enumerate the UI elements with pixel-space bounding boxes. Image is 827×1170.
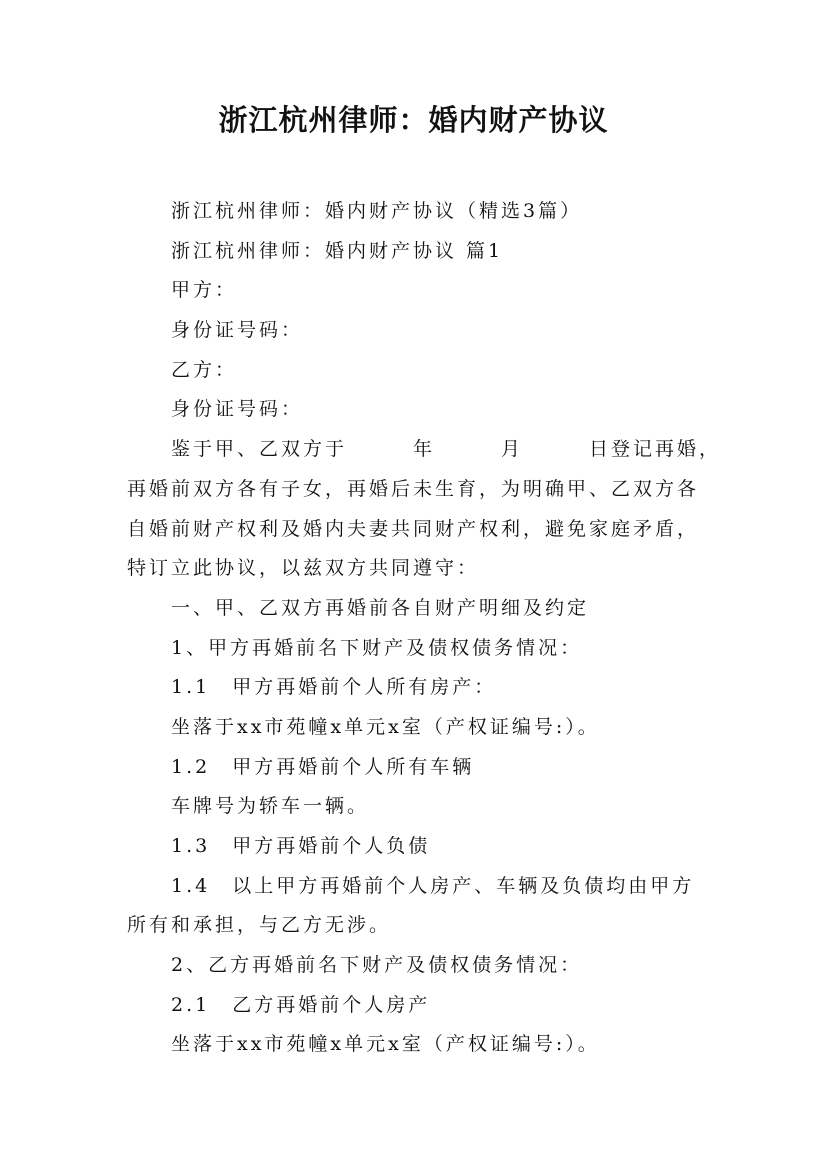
paragraph-line: 1.2 甲方再婚前个人所有车辆 <box>171 755 475 778</box>
paragraph-line: 2.1 乙方再婚前个人房产 <box>171 993 431 1016</box>
paragraph-line: 特订立此协议，以兹双方共同遵守： <box>127 557 480 580</box>
paragraph-line: 坐落于xx市苑幢x单元x室（产权证编号:）。 <box>171 715 600 738</box>
paragraph-line: 1.3 甲方再婚前个人负债 <box>171 835 431 857</box>
paragraph-line: 1.4 以上甲方再婚前个人房产、车辆及负债均由甲方 <box>171 874 695 897</box>
paragraph-line: 一、甲、乙双方再婚前各自财产明细及约定 <box>171 596 590 619</box>
paragraph-line: 车牌号为轿车一辆。 <box>171 795 370 818</box>
paragraph-line: 所有和承担，与乙方无涉。 <box>127 914 392 937</box>
paragraph-line: 浙江杭州律师：婚内财产协议 篇1 <box>171 239 504 262</box>
paragraph-line: 乙方： <box>171 358 238 381</box>
document-body <box>127 192 722 1065</box>
paragraph-line: 再婚前双方各有子女，再婚后未生育，为明确甲、乙双方各 <box>127 477 700 500</box>
paragraph-line: 坐落于xx市苑幢x单元x室（产权证编号:）。 <box>171 1033 600 1056</box>
paragraph-line: 甲方： <box>171 279 238 302</box>
paragraph-line: 身份证号码： <box>171 398 304 421</box>
paragraph-line: 浙江杭州律师：婚内财产协议（精选3篇） <box>171 200 583 222</box>
paragraph-line: 1.1 甲方再婚前个人所有房产： <box>171 676 497 699</box>
paragraph-line: 身份证号码： <box>171 319 304 342</box>
document-title: 浙江杭州律师：婚内财产协议 <box>218 103 609 137</box>
paragraph-line: 自婚前财产权利及婚内夫妻共同财产权利，避免家庭矛盾， <box>127 517 700 540</box>
paragraph-line: 1、甲方再婚前名下财产及债权债务情况： <box>171 636 583 659</box>
paragraph-line: 2、乙方再婚前名下财产及债权债务情况： <box>171 954 583 977</box>
paragraph-line: 鉴于甲、乙双方于 年 月 日登记再婚， <box>171 438 722 461</box>
